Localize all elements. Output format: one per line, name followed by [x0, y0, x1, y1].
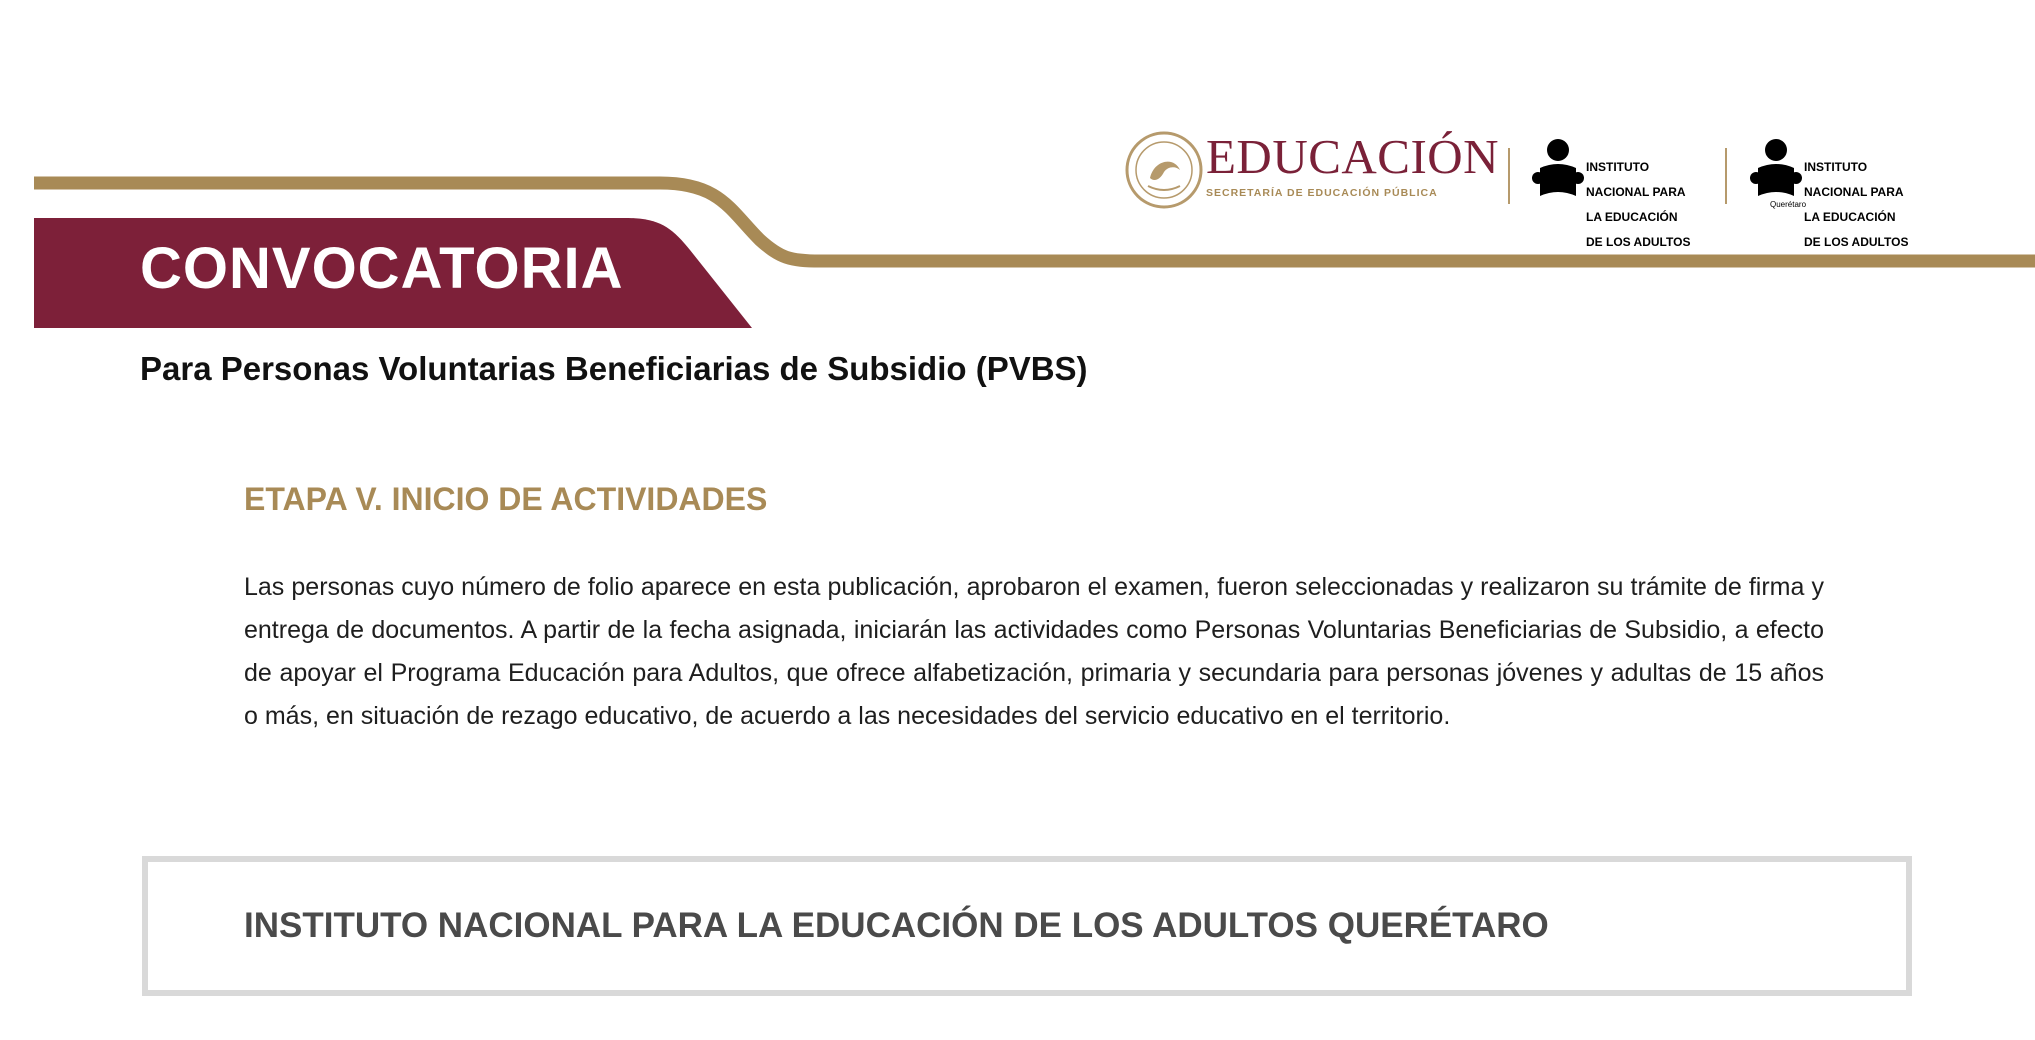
section-heading: ETAPA V. INICIO DE ACTIVIDADES — [244, 481, 768, 517]
logo-separator — [1725, 148, 1727, 204]
inea-logo-line3: LA EDUCACIÓN — [1586, 209, 1678, 224]
institute-box — [142, 856, 1912, 996]
institute-name: INSTITUTO NACIONAL PARA LA EDUCACIÓN DE LOS ADULTOS QUERÉTARO — [244, 906, 1549, 945]
inea-queretaro-logo — [1750, 136, 1930, 249]
inea-queretaro-logo-line2: NACIONAL PARA — [1804, 184, 1904, 199]
inea-logo — [1532, 136, 1712, 249]
inea-reader-icon — [1532, 138, 1584, 204]
inea-queretaro-logo-line3: LA EDUCACIÓN — [1804, 209, 1896, 224]
educacion-logo-name: EDUCACIÓN — [1206, 129, 1500, 184]
page-title: CONVOCATORIA — [140, 236, 624, 301]
inea-queretaro-sublabel: Querétaro — [1770, 200, 1807, 209]
inea-reader-icon — [1750, 138, 1802, 204]
inea-logo-line4: DE LOS ADULTOS — [1586, 234, 1691, 249]
section-body-text: Las personas cuyo número de folio aparece en esta publicación, aprobaron el examen, fueron seleccionadas y realizaron su trámite de firma y entrega de documentos. A partir de la fecha asignada, iniciarán las actividades como Personas Voluntarias Beneficiarias de Subsidio, a efecto de apoyar el Programa Educación para Adultos, que ofrece alfabetización, primaria y secundaria para personas jóvenes y adultas de 15 años o más, en situación de rezago educativo, de acuerdo a las necesidades del servicio educativo en el territorio. — [244, 573, 1824, 730]
inea-logo-line1: INSTITUTO — [1586, 159, 1650, 174]
inea-queretaro-logo-line4: DE LOS ADULTOS — [1804, 234, 1909, 249]
inea-logo-line2: NACIONAL PARA — [1586, 184, 1686, 199]
logo-separator — [1508, 148, 1510, 204]
mexico-coat-of-arms-seal-icon — [1124, 130, 1204, 210]
educacion-logo — [1206, 129, 1500, 199]
educacion-logo-tagline: SECRETARÍA DE EDUCACIÓN PÚBLICA — [1206, 187, 1438, 199]
inea-queretaro-logo-line1: INSTITUTO — [1804, 159, 1868, 174]
page-subtitle: Para Personas Voluntarias Beneficiarias de Subsidio (PVBS) — [140, 350, 1088, 387]
